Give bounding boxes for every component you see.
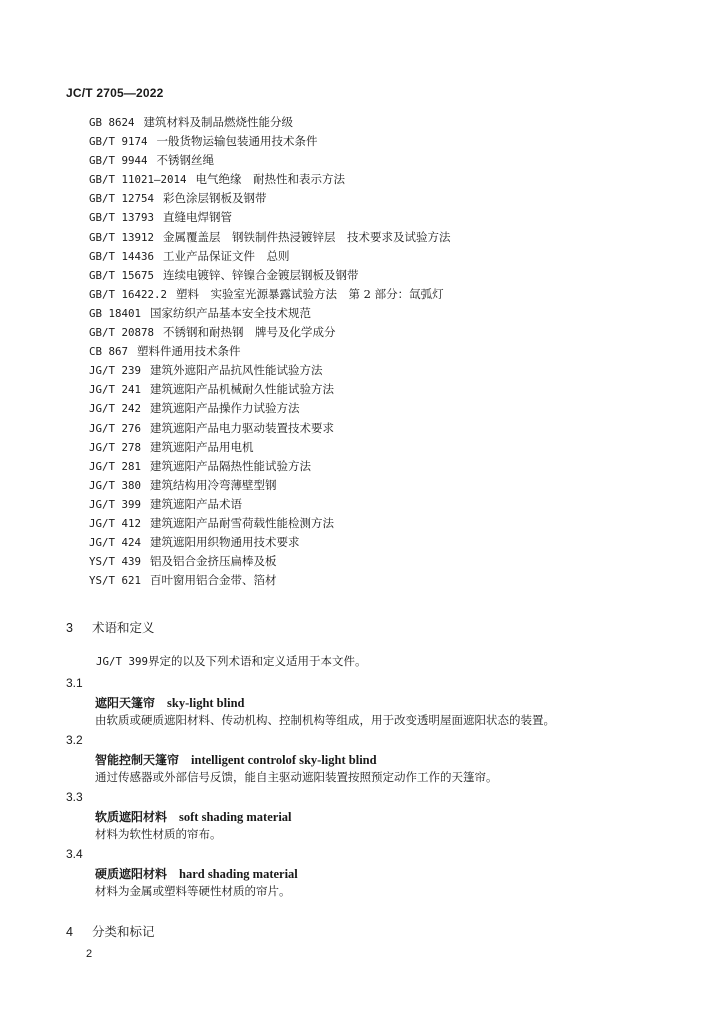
section-number: 3: [66, 621, 73, 635]
reference-code: YS/T 621: [89, 574, 142, 588]
term-definition: 材料为金属或塑料等硬性材质的帘片。: [95, 884, 291, 898]
reference-item: [89, 571, 451, 590]
reference-title: 工业产品保证文件 总则: [163, 248, 290, 263]
section-3-intro: [96, 653, 367, 669]
reference-item: [89, 132, 451, 151]
reference-item: [89, 266, 451, 285]
reference-title: 建筑遮阳产品用电机: [150, 439, 254, 454]
reference-title: 建筑遮阳产品操作力试验方法: [150, 401, 300, 416]
reference-code: JG/T 278: [89, 440, 142, 454]
term-cn: 智能控制天篷帘: [95, 753, 180, 767]
reference-code: JG/T 399: [89, 497, 142, 511]
reference-item: [89, 552, 451, 571]
term-number: 3.1: [66, 676, 83, 690]
reference-code: JG/T 412: [89, 516, 142, 530]
reference-code: GB/T 9944: [89, 154, 148, 168]
term-entry: [95, 865, 298, 882]
term-number: 3.2: [66, 733, 83, 747]
section-title: 分类和标记: [92, 924, 155, 939]
reference-title: 建筑遮阳产品机械耐久性能试验方法: [150, 382, 335, 397]
reference-title: 建筑遮阳产品术语: [150, 496, 243, 511]
reference-code: GB/T 14436: [89, 249, 155, 263]
term-en: intelligent controlof sky-light blind: [191, 753, 377, 767]
reference-code: JG/T 281: [89, 459, 142, 473]
reference-item: [89, 514, 451, 533]
reference-item: [89, 495, 451, 514]
term-en: sky-light blind: [167, 696, 245, 710]
reference-item: [89, 533, 451, 552]
reference-item: [89, 170, 451, 189]
reference-item: [89, 457, 451, 476]
reference-code: GB/T 11021—2014: [89, 173, 187, 187]
reference-item: [89, 113, 451, 132]
reference-title: 不锈钢丝绳: [156, 153, 215, 168]
term-cn: 硬质遮阳材料: [95, 867, 168, 881]
reference-code: JG/T 242: [89, 402, 142, 416]
reference-title: 百叶窗用铝合金带、箔材: [150, 573, 277, 588]
reference-code: JG/T 380: [89, 478, 142, 492]
reference-item: [89, 323, 451, 342]
reference-item: [89, 419, 451, 438]
term-cn: 遮阳天篷帘: [95, 696, 156, 710]
reference-title: 连续电镀锌、锌镍合金镀层钢板及钢带: [163, 267, 359, 282]
term-number: 3.4: [66, 847, 83, 861]
reference-code: GB/T 12754: [89, 192, 155, 206]
section-3-heading: [66, 618, 155, 636]
term-en: soft shading material: [179, 810, 292, 824]
reference-title: 建筑遮阳产品耐雪荷载性能检测方法: [150, 515, 335, 530]
term-definition: 通过传感器或外部信号反馈，能自主驱动遮阳装置按照预定动作工作的天篷帘。: [95, 770, 498, 784]
term-entry: [95, 751, 377, 768]
reference-item: [89, 399, 451, 418]
reference-title: 建筑材料及制品燃烧性能分级: [143, 115, 294, 129]
reference-item: [89, 247, 451, 266]
reference-code: GB 18401: [89, 306, 142, 320]
reference-code: GB 8624: [89, 116, 135, 129]
reference-item: [89, 285, 451, 304]
reference-code: GB/T 16422.2: [89, 287, 168, 301]
reference-code: GB/T 13793: [89, 211, 155, 225]
reference-code: YS/T 439: [89, 555, 142, 569]
reference-item: [89, 342, 451, 361]
term-number: 3.3: [66, 790, 83, 804]
reference-item: [89, 189, 451, 208]
reference-title: 一般货物运输包装通用技术条件: [156, 134, 318, 149]
reference-code: GB/T 13912: [89, 230, 155, 244]
reference-item: [89, 476, 451, 495]
reference-title: 金属覆盖层 钢铁制件热浸镀锌层 技术要求及试验方法: [163, 229, 451, 244]
term-definition: 材料为软性材质的帘布。: [95, 827, 222, 841]
reference-title: 建筑结构用冷弯薄壁型钢: [150, 477, 277, 492]
reference-title: 塑料 实验室光源暴露试验方法 第 2 部分：氙弧灯: [176, 286, 444, 301]
reference-code: GB/T 20878: [89, 326, 155, 340]
reference-title: 塑料件通用技术条件: [137, 344, 241, 359]
section-number: 4: [66, 925, 73, 939]
section-4-heading: [66, 922, 155, 940]
reference-code: GB/T 15675: [89, 268, 155, 282]
reference-item: [89, 438, 451, 457]
page-number: 2: [86, 948, 93, 960]
reference-title: 建筑遮阳产品电力驱动装置技术要求: [150, 420, 335, 435]
standard-number-header: JC/T 2705—2022: [66, 86, 164, 100]
reference-title: 国家纺织产品基本安全技术规范: [150, 305, 312, 320]
reference-title: 直缝电焊钢管: [163, 210, 233, 225]
reference-title: 电气绝缘 耐热性和表示方法: [195, 172, 346, 187]
term-entry: [95, 808, 292, 825]
reference-code: JG/T 241: [89, 383, 142, 397]
reference-title: 建筑遮阳用织物通用技术要求: [150, 535, 300, 550]
reference-code: JG/T 239: [89, 364, 142, 378]
intro-reference-code: JG/T 399: [96, 655, 149, 668]
term-cn: 软质遮阳材料: [95, 810, 168, 824]
term-en: hard shading material: [179, 867, 298, 881]
section-title: 术语和定义: [92, 620, 155, 635]
reference-title: 建筑遮阳产品隔热性能试验方法: [150, 458, 312, 473]
reference-item: [89, 361, 451, 380]
term-definition: 由软质或硬质遮阳材料、传动机构、控制机构等组成，用于改变透明屋面遮阳状态的装置。: [95, 713, 555, 727]
reference-title: 建筑外遮阳产品抗风性能试验方法: [150, 363, 323, 378]
intro-text: 界定的以及下列术语和定义适用于本文件。: [148, 654, 367, 668]
reference-item: [89, 380, 451, 399]
reference-title: 彩色涂层钢板及钢带: [163, 191, 267, 206]
normative-references-list: [89, 113, 451, 590]
reference-title: 铝及铝合金挤压扁棒及板: [150, 554, 277, 569]
reference-item: [89, 151, 451, 170]
reference-code: JG/T 424: [89, 536, 142, 550]
reference-item: [89, 208, 451, 227]
reference-code: JG/T 276: [89, 421, 142, 435]
reference-item: [89, 304, 451, 323]
reference-code: CB 867: [89, 345, 129, 359]
reference-code: GB/T 9174: [89, 135, 148, 149]
term-entry: [95, 694, 244, 711]
reference-item: [89, 228, 451, 247]
reference-title: 不锈钢和耐热钢 牌号及化学成分: [163, 325, 336, 340]
